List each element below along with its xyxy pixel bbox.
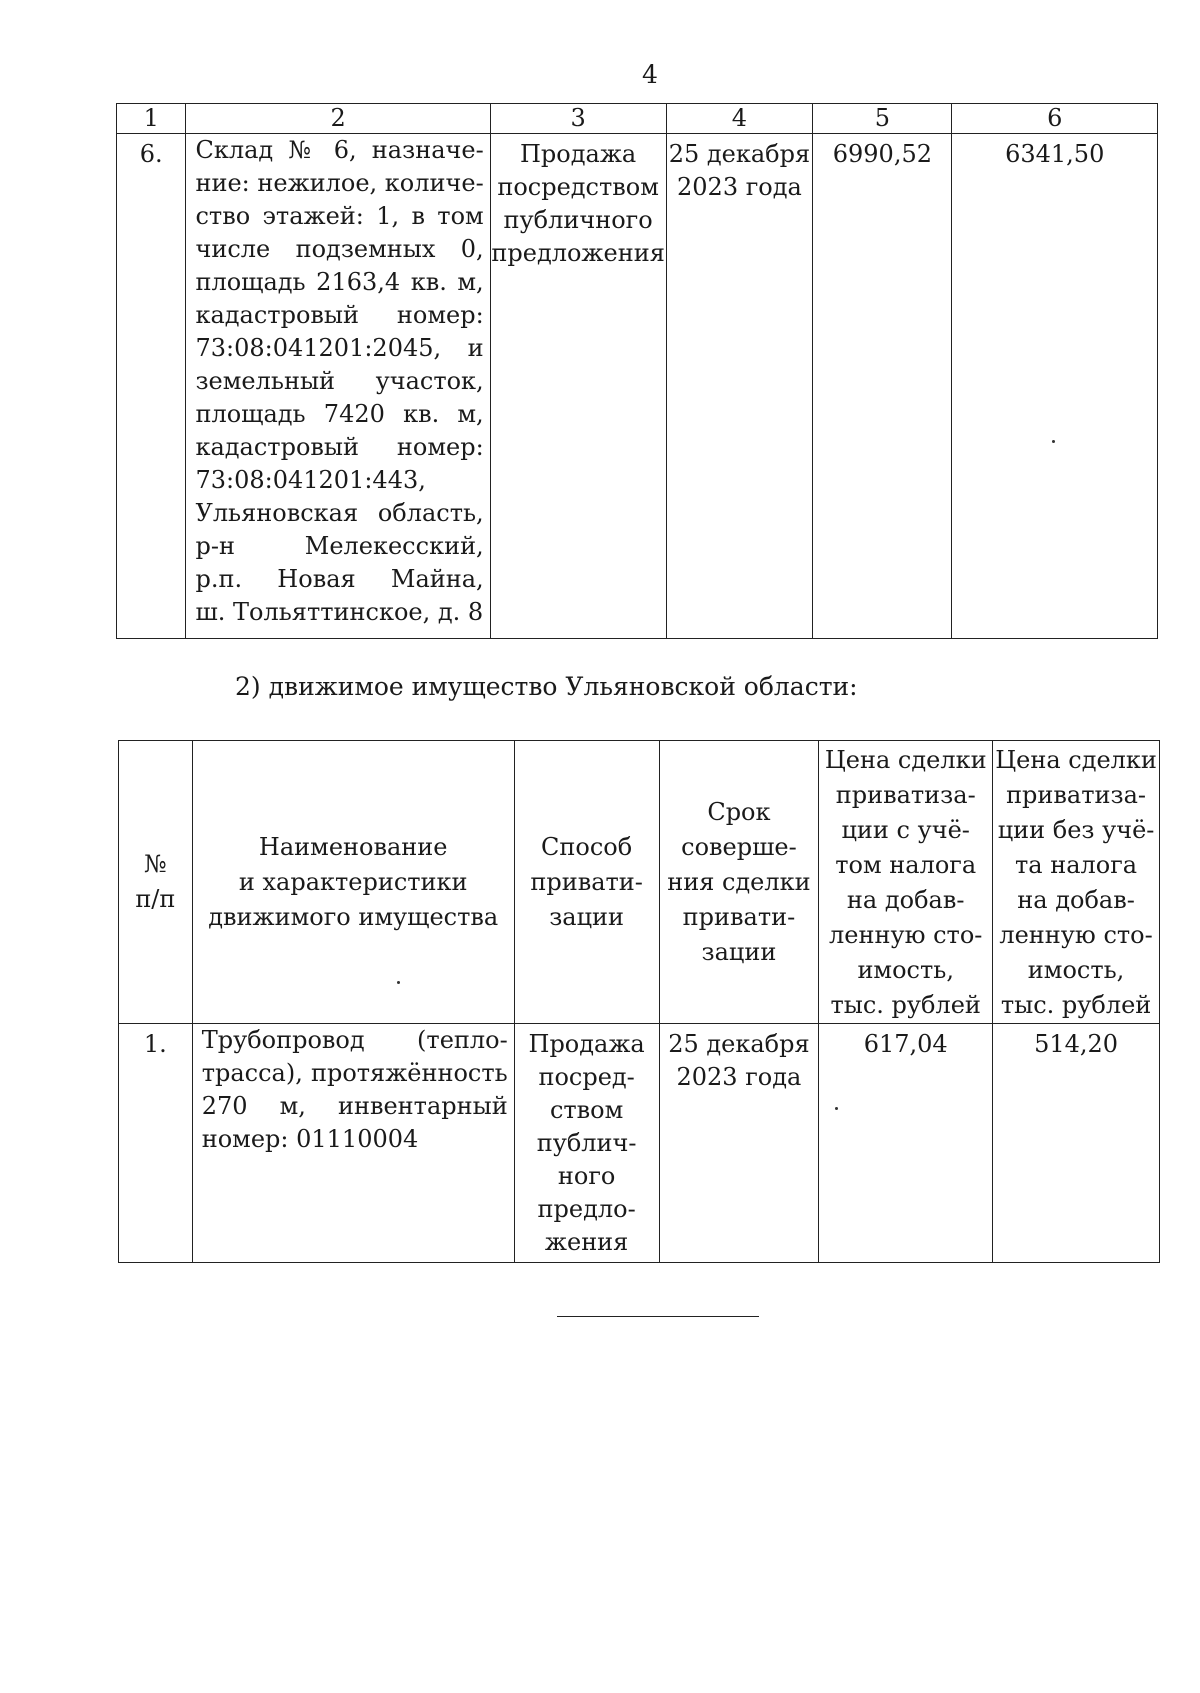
date-line: 25 декабря: [668, 1030, 810, 1058]
header-name: [192, 741, 514, 1024]
privatization-method: [490, 134, 666, 639]
header-row: [119, 741, 1160, 1024]
description-line: р.п. Новая Майна,: [195, 565, 484, 593]
column-number: 5: [813, 104, 952, 134]
description-line: 73:08:041201:443,: [195, 466, 426, 494]
header-line: тыс. рублей: [1000, 991, 1152, 1019]
column-number: 2: [186, 104, 490, 134]
header-line: ции с учё-: [841, 816, 970, 844]
date-line: 2023 года: [676, 1063, 802, 1091]
method-line: публичного: [503, 206, 653, 234]
description-line: Склад № 6, назначе-: [195, 136, 484, 164]
method-line: посред-: [538, 1063, 635, 1091]
property-description: [186, 134, 490, 639]
price-with-vat: 6990,52: [813, 134, 952, 639]
header-line: Цена сделки: [824, 746, 987, 774]
method-line: предложения: [491, 239, 665, 267]
date-line: 2023 года: [677, 173, 802, 201]
header-line: Срок: [707, 797, 771, 826]
price-without-vat: 6341,50: [952, 134, 1158, 639]
description-line: 270 м, инвентарный: [201, 1092, 508, 1120]
header-line: Наименование: [258, 832, 448, 861]
immovable-property-table: [116, 103, 1158, 639]
header-line: п/п: [135, 885, 176, 913]
description-line: площадь 7420 кв. м,: [195, 400, 484, 428]
header-line: на добав-: [846, 886, 965, 914]
privatization-method: [514, 1024, 659, 1263]
header-line: №: [144, 850, 167, 878]
row-number: 6.: [117, 134, 186, 639]
header-number: [119, 741, 193, 1024]
header-line: соверше-: [681, 832, 797, 861]
header-line: движимого имущества: [208, 902, 499, 931]
scan-speck: [835, 1107, 838, 1110]
method-line: ством: [549, 1096, 624, 1124]
scan-speck: [397, 981, 400, 984]
method-line: ного: [557, 1162, 616, 1190]
description-line: кадастровый номер:: [195, 301, 484, 329]
description-line: кадастровый номер:: [195, 433, 484, 461]
row-number: 1.: [119, 1024, 193, 1263]
table-row: [117, 134, 1158, 639]
header-line: зации: [549, 902, 625, 931]
header-line: привати-: [530, 867, 643, 896]
header-price-with-vat: [819, 741, 993, 1024]
page-number: 4: [642, 60, 658, 89]
header-line: зации: [701, 937, 777, 966]
scan-speck: [1052, 440, 1055, 443]
header-line: Способ: [541, 832, 633, 861]
header-line: том налога: [835, 851, 977, 879]
property-description: [192, 1024, 514, 1263]
section-title: 2) движимое имущество Ульяновской области:: [235, 672, 858, 701]
description-line: номер: 01110004: [201, 1125, 419, 1153]
table-row: [119, 1024, 1160, 1263]
method-line: предло-: [537, 1195, 636, 1223]
header-line: тыс. рублей: [830, 991, 981, 1019]
description-line: площадь 2163,4 кв. м,: [195, 268, 484, 296]
column-number: 1: [117, 104, 186, 134]
column-number: 4: [666, 104, 813, 134]
description-line: земельный участок,: [195, 367, 484, 395]
header-line: ции без учё-: [997, 816, 1155, 844]
header-line: та налога: [1015, 851, 1138, 879]
header-line: имость,: [1027, 956, 1125, 984]
header-term: [659, 741, 819, 1024]
column-number: 6: [952, 104, 1158, 134]
header-line: приватиза-: [835, 781, 976, 809]
description-line: Ульяновская область,: [195, 499, 484, 527]
header-line: Цена сделки: [995, 746, 1157, 774]
description-line: 73:08:041201:2045, и: [195, 334, 484, 362]
header-line: на добав-: [1017, 886, 1135, 914]
method-line: посредством: [497, 173, 659, 201]
deal-date: [659, 1024, 819, 1263]
header-line: приватиза-: [1006, 781, 1147, 809]
method-line: Продажа: [528, 1030, 645, 1058]
description-line: ние: нежилое, количе-: [195, 169, 484, 197]
date-line: 25 декабря: [668, 140, 811, 168]
method-line: Продажа: [520, 140, 637, 168]
description-line: ство этажей: 1, в том: [195, 202, 484, 230]
method-line: публич-: [536, 1129, 637, 1157]
description-line: р-н Мелекесский,: [195, 532, 484, 560]
description-line: числе подземных 0,: [195, 235, 484, 263]
description-line: ш. Тольяттинское, д. 8: [195, 598, 484, 626]
deal-date: [666, 134, 813, 639]
header-line: ленную сто-: [829, 921, 983, 949]
closing-rule: [557, 1316, 759, 1317]
header-line: привати-: [682, 902, 796, 931]
header-method: [514, 741, 659, 1024]
description-line: Трубопровод (тепло-: [201, 1026, 508, 1054]
column-number: 3: [490, 104, 666, 134]
movable-property-table: [118, 740, 1160, 1263]
header-line: и характеристики: [238, 867, 468, 896]
header-line: ния сделки: [667, 867, 811, 896]
header-line: ленную сто-: [999, 921, 1153, 949]
price-without-vat: 514,20: [993, 1024, 1160, 1263]
method-line: жения: [544, 1228, 629, 1256]
price-with-vat: 617,04: [819, 1024, 993, 1263]
header-price-without-vat: [993, 741, 1160, 1024]
header-line: имость,: [857, 956, 954, 984]
description-line: трасса), протяжённость: [201, 1059, 508, 1087]
column-number-row: [117, 104, 1158, 134]
